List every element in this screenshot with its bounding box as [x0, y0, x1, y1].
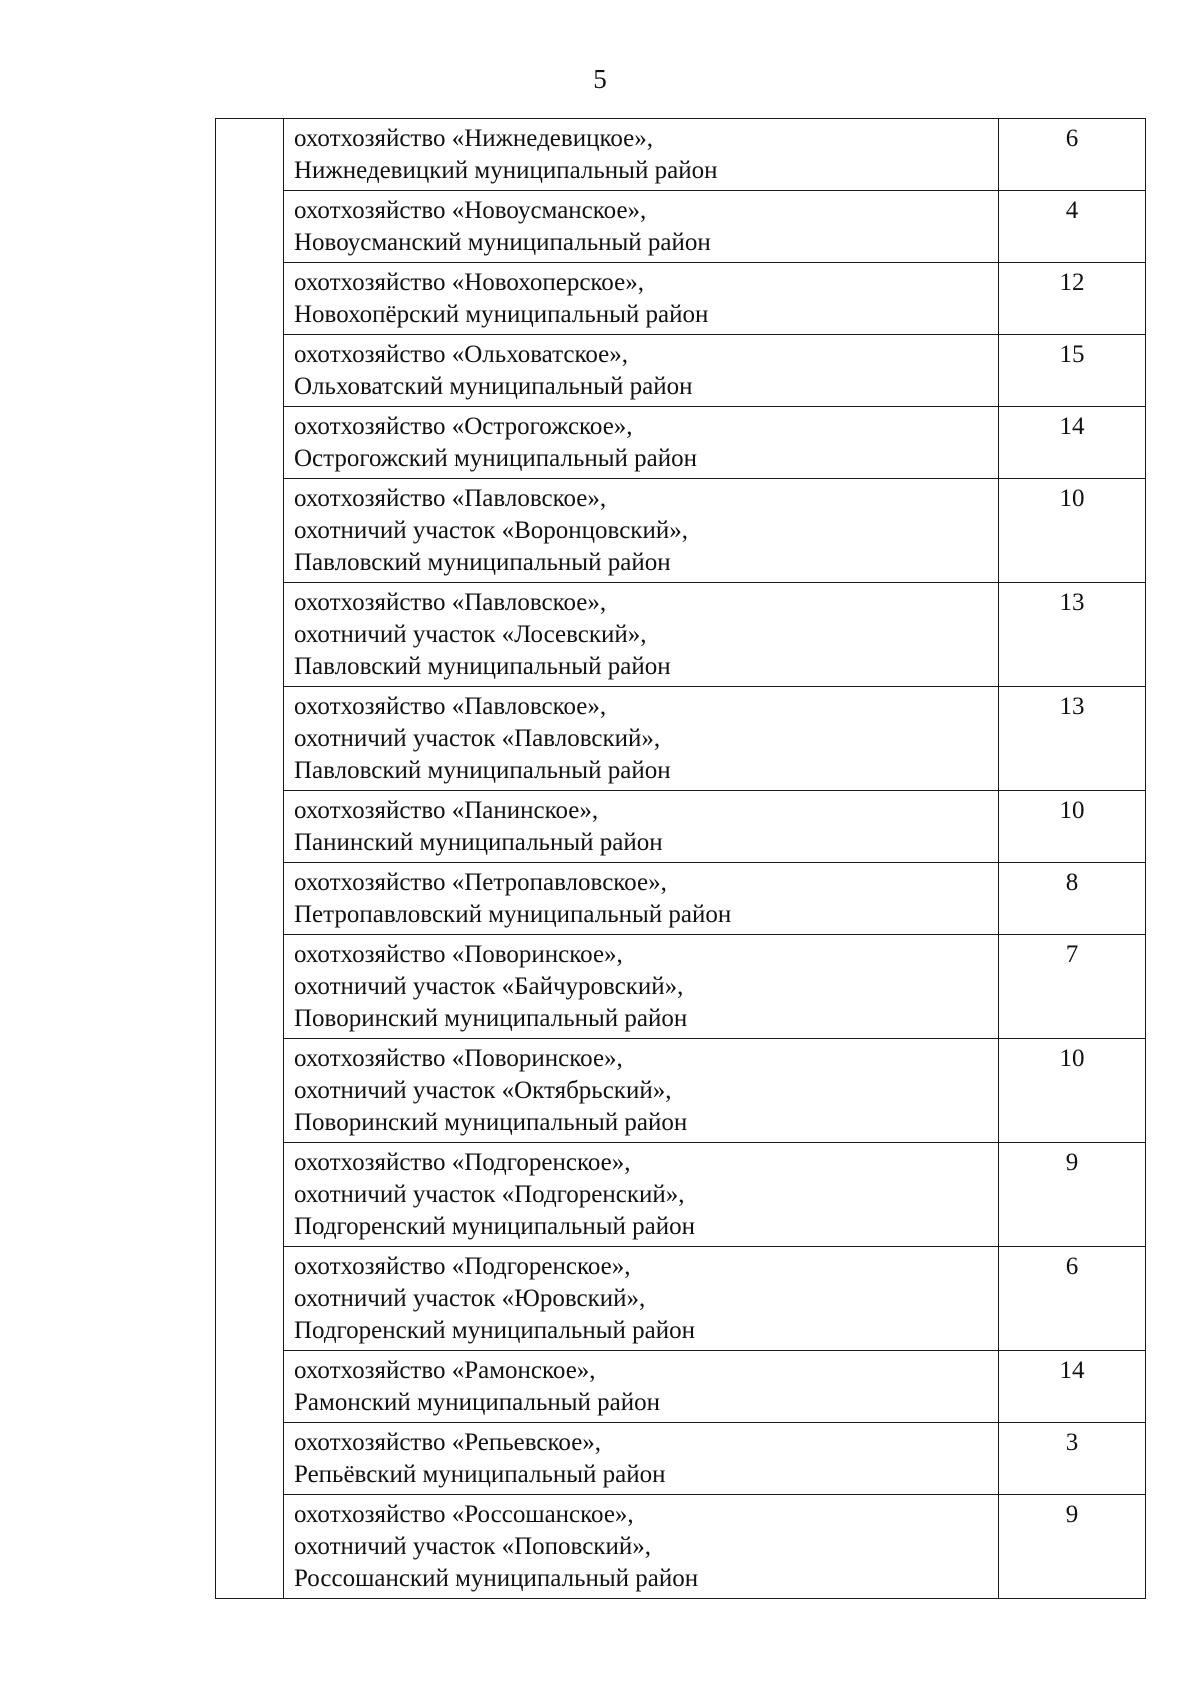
value-cell	[999, 791, 1146, 863]
value-text: 14	[1059, 413, 1085, 440]
hunting-ground-line: охотхозяйство «Рамонское»,	[294, 1357, 596, 1384]
number-cell	[216, 791, 284, 863]
hunting-ground-line: охотхозяйство «Панинское»,	[294, 797, 599, 824]
table-row	[216, 479, 1146, 583]
hunting-ground-line: охотхозяйство «Нижнедевицкое»,	[294, 125, 653, 152]
value-cell	[999, 119, 1146, 191]
hunting-ground-cell	[284, 479, 999, 583]
table-row	[216, 583, 1146, 687]
value-text: 3	[1065, 1429, 1079, 1456]
hunting-ground-cell	[284, 1423, 999, 1495]
table-row	[216, 1423, 1146, 1495]
table-row	[216, 791, 1146, 863]
value-text: 13	[1059, 589, 1085, 616]
value-text: 6	[1065, 125, 1079, 152]
page-number: 5	[593, 64, 607, 94]
value-cell	[999, 1247, 1146, 1351]
table-row	[216, 1351, 1146, 1423]
hunting-ground-line: Павловский муниципальный район	[294, 653, 671, 680]
table-row	[216, 263, 1146, 335]
number-cell	[216, 1247, 284, 1351]
value-cell	[999, 687, 1146, 791]
hunting-ground-cell	[284, 119, 999, 191]
value-text: 4	[1065, 197, 1079, 224]
hunting-ground-line: охотничий участок «Юровский»,	[294, 1285, 646, 1312]
number-cell	[216, 263, 284, 335]
hunting-ground-line: Подгоренский муниципальный район	[294, 1317, 695, 1344]
value-cell	[999, 191, 1146, 263]
value-cell	[999, 407, 1146, 479]
value-cell	[999, 1495, 1146, 1599]
hunting-ground-cell	[284, 687, 999, 791]
value-text: 7	[1065, 941, 1079, 968]
number-cell	[216, 1039, 284, 1143]
hunting-ground-line: охотничий участок «Байчуровский»,	[294, 973, 684, 1000]
hunting-ground-line: Рамонский муниципальный район	[294, 1389, 661, 1416]
value-text: 9	[1065, 1149, 1079, 1176]
value-text: 10	[1059, 797, 1085, 824]
number-cell	[216, 191, 284, 263]
hunting-ground-line: охотхозяйство «Новохоперское»,	[294, 269, 644, 296]
number-cell	[216, 479, 284, 583]
hunting-grounds-table	[215, 118, 1146, 1599]
value-text: 8	[1065, 869, 1079, 896]
value-text: 6	[1065, 1253, 1079, 1280]
hunting-ground-line: Павловский муниципальный район	[294, 549, 671, 576]
hunting-ground-line: Острогожский муниципальный район	[294, 445, 698, 472]
hunting-ground-line: Россошанский муниципальный район	[294, 1565, 699, 1592]
number-cell	[216, 583, 284, 687]
table-row	[216, 687, 1146, 791]
number-cell	[216, 687, 284, 791]
value-cell	[999, 1143, 1146, 1247]
number-cell	[216, 1495, 284, 1599]
hunting-ground-line: охотничий участок «Павловский»,	[294, 725, 661, 752]
hunting-ground-cell	[284, 1039, 999, 1143]
hunting-ground-line: Павловский муниципальный район	[294, 757, 671, 784]
hunting-ground-line: охотхозяйство «Поворинское»,	[294, 941, 623, 968]
hunting-ground-line: охотхозяйство «Павловское»,	[294, 485, 607, 512]
hunting-ground-cell	[284, 263, 999, 335]
hunting-ground-cell	[284, 335, 999, 407]
table-row	[216, 1495, 1146, 1599]
table-body	[216, 119, 1146, 1599]
table-row	[216, 1143, 1146, 1247]
table-row	[216, 407, 1146, 479]
table-row	[216, 335, 1146, 407]
hunting-ground-line: охотхозяйство «Репьевское»,	[294, 1429, 602, 1456]
number-cell	[216, 119, 284, 191]
hunting-ground-line: охотхозяйство «Ольховатское»,	[294, 341, 628, 368]
table-row	[216, 191, 1146, 263]
hunting-ground-line: охотхозяйство «Поворинское»,	[294, 1045, 623, 1072]
hunting-ground-line: охотничий участок «Воронцовский»,	[294, 517, 688, 544]
number-cell	[216, 935, 284, 1039]
number-cell	[216, 1143, 284, 1247]
value-cell	[999, 583, 1146, 687]
hunting-ground-line: Новохопёрский муниципальный район	[294, 301, 709, 328]
hunting-ground-line: охотхозяйство «Подгоренское»,	[294, 1253, 631, 1280]
hunting-ground-cell	[284, 863, 999, 935]
value-cell	[999, 863, 1146, 935]
value-text: 10	[1059, 1045, 1085, 1072]
hunting-ground-line: охотничий участок «Поповский»,	[294, 1533, 651, 1560]
hunting-ground-line: Поворинский муниципальный район	[294, 1109, 688, 1136]
value-cell	[999, 935, 1146, 1039]
hunting-ground-cell	[284, 191, 999, 263]
hunting-ground-line: охотничий участок «Октябрьский»,	[294, 1077, 672, 1104]
value-text: 13	[1059, 693, 1085, 720]
table-row	[216, 863, 1146, 935]
hunting-ground-line: Репьёвский муниципальный район	[294, 1461, 666, 1488]
table-row	[216, 119, 1146, 191]
value-cell	[999, 1423, 1146, 1495]
hunting-ground-line: Поворинский муниципальный район	[294, 1005, 688, 1032]
value-text: 12	[1059, 269, 1085, 296]
hunting-ground-line: охотничий участок «Лосевский»,	[294, 621, 647, 648]
number-cell	[216, 1351, 284, 1423]
table-row	[216, 1247, 1146, 1351]
hunting-ground-line: Ольховатский муниципальный район	[294, 373, 693, 400]
hunting-ground-cell	[284, 1143, 999, 1247]
value-text: 15	[1059, 341, 1085, 368]
hunting-ground-cell	[284, 583, 999, 687]
hunting-ground-line: Панинский муниципальный район	[294, 829, 663, 856]
hunting-ground-line: охотхозяйство «Острогожское»,	[294, 413, 633, 440]
table-row	[216, 935, 1146, 1039]
number-cell	[216, 1423, 284, 1495]
hunting-ground-line: охотничий участок «Подгоренский»,	[294, 1181, 685, 1208]
hunting-ground-line: Новоусманский муниципальный район	[294, 229, 711, 256]
hunting-ground-line: охотхозяйство «Павловское»,	[294, 693, 607, 720]
value-cell	[999, 335, 1146, 407]
value-text: 14	[1059, 1357, 1085, 1384]
hunting-ground-cell	[284, 1495, 999, 1599]
hunting-ground-line: охотхозяйство «Россошанское»,	[294, 1501, 634, 1528]
hunting-ground-cell	[284, 1351, 999, 1423]
hunting-ground-line: охотхозяйство «Подгоренское»,	[294, 1149, 631, 1176]
hunting-ground-line: охотхозяйство «Павловское»,	[294, 589, 607, 616]
value-cell	[999, 1039, 1146, 1143]
value-cell	[999, 263, 1146, 335]
value-text: 9	[1065, 1501, 1079, 1528]
hunting-ground-cell	[284, 791, 999, 863]
hunting-ground-line: Нижнедевицкий муниципальный район	[294, 157, 718, 184]
hunting-ground-line: охотхозяйство «Новоусманское»,	[294, 197, 647, 224]
hunting-ground-line: Петропавловский муниципальный район	[294, 901, 732, 928]
hunting-ground-line: Подгоренский муниципальный район	[294, 1213, 695, 1240]
value-cell	[999, 479, 1146, 583]
value-text: 10	[1059, 485, 1085, 512]
number-cell	[216, 863, 284, 935]
hunting-ground-cell	[284, 407, 999, 479]
number-cell	[216, 335, 284, 407]
hunting-ground-line: охотхозяйство «Петропавловское»,	[294, 869, 667, 896]
hunting-ground-cell	[284, 1247, 999, 1351]
hunting-ground-cell	[284, 935, 999, 1039]
table-row	[216, 1039, 1146, 1143]
number-cell	[216, 407, 284, 479]
value-cell	[999, 1351, 1146, 1423]
